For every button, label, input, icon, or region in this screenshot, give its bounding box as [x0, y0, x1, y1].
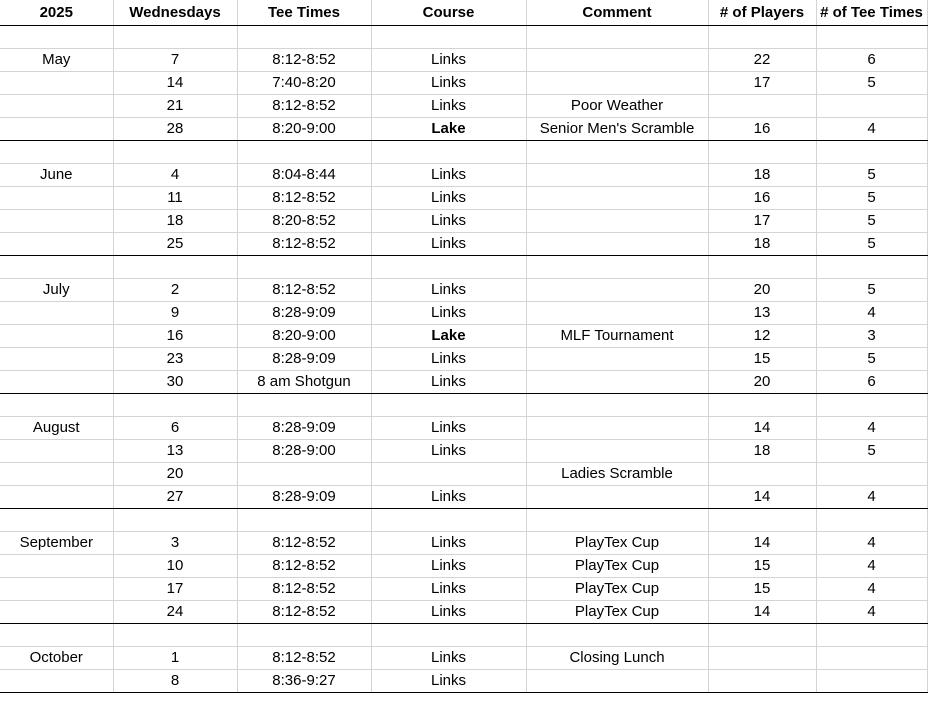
- month-cell[interactable]: September: [0, 532, 113, 555]
- comment-cell[interactable]: [526, 486, 708, 509]
- month-cell[interactable]: [0, 325, 113, 348]
- empty-cell[interactable]: [526, 509, 708, 532]
- comment-cell[interactable]: Ladies Scramble: [526, 463, 708, 486]
- month-cell[interactable]: [0, 95, 113, 118]
- empty-cell[interactable]: [237, 624, 371, 647]
- course-cell[interactable]: Links: [371, 49, 526, 72]
- course-cell[interactable]: Links: [371, 233, 526, 256]
- comment-cell[interactable]: PlayTex Cup: [526, 601, 708, 624]
- empty-cell[interactable]: [0, 256, 113, 279]
- table-row: [0, 578, 927, 601]
- tee-count-cell[interactable]: 4: [816, 532, 927, 555]
- month-cell[interactable]: [0, 210, 113, 233]
- players-cell[interactable]: 15: [708, 348, 816, 371]
- tee-count-cell[interactable]: 5: [816, 279, 927, 302]
- spacer-row: [0, 26, 927, 49]
- wednesday-cell[interactable]: 18: [113, 210, 237, 233]
- empty-cell[interactable]: [113, 394, 237, 417]
- empty-cell[interactable]: [816, 394, 927, 417]
- players-cell[interactable]: 17: [708, 72, 816, 95]
- empty-cell[interactable]: [708, 509, 816, 532]
- wednesday-cell[interactable]: 3: [113, 532, 237, 555]
- table-row: [0, 210, 927, 233]
- month-cell[interactable]: June: [0, 164, 113, 187]
- month-cell[interactable]: [0, 72, 113, 95]
- tee-time-cell[interactable]: 8:12-8:52: [237, 578, 371, 601]
- tee-count-cell[interactable]: [816, 95, 927, 118]
- players-cell[interactable]: [708, 95, 816, 118]
- month-cell[interactable]: [0, 371, 113, 394]
- tee-time-cell[interactable]: 8:20-8:52: [237, 210, 371, 233]
- comment-cell[interactable]: [526, 279, 708, 302]
- spacer-row: [0, 624, 927, 647]
- empty-cell[interactable]: [237, 509, 371, 532]
- comment-cell[interactable]: [526, 371, 708, 394]
- empty-cell[interactable]: [708, 394, 816, 417]
- tee-count-cell[interactable]: 5: [816, 72, 927, 95]
- tee-count-cell[interactable]: [816, 670, 927, 693]
- tee-count-cell[interactable]: 5: [816, 440, 927, 463]
- players-cell[interactable]: 18: [708, 440, 816, 463]
- wednesday-cell[interactable]: 6: [113, 417, 237, 440]
- empty-cell[interactable]: [371, 26, 526, 49]
- empty-cell[interactable]: [237, 256, 371, 279]
- empty-cell[interactable]: [708, 624, 816, 647]
- wednesdays-header[interactable]: Wednesdays: [113, 0, 237, 26]
- players-cell[interactable]: 22: [708, 49, 816, 72]
- tee-count-cell[interactable]: 3: [816, 325, 927, 348]
- course-cell[interactable]: Links: [371, 532, 526, 555]
- players-cell[interactable]: 14: [708, 532, 816, 555]
- course-cell[interactable]: Links: [371, 279, 526, 302]
- comment-cell[interactable]: [526, 302, 708, 325]
- course-cell[interactable]: Lake: [371, 118, 526, 141]
- month-cell[interactable]: [0, 670, 113, 693]
- tee-count-cell[interactable]: 6: [816, 371, 927, 394]
- tee-times-header[interactable]: Tee Times: [237, 0, 371, 26]
- empty-cell[interactable]: [526, 394, 708, 417]
- wednesday-cell[interactable]: 25: [113, 233, 237, 256]
- table-row: [0, 371, 927, 394]
- empty-cell[interactable]: [526, 26, 708, 49]
- table-row: [0, 72, 927, 95]
- empty-cell[interactable]: [816, 26, 927, 49]
- course-header[interactable]: Course: [371, 0, 526, 26]
- table-row: [0, 440, 927, 463]
- wednesday-cell[interactable]: 2: [113, 279, 237, 302]
- players-header[interactable]: # of Players: [708, 0, 816, 26]
- empty-cell[interactable]: [371, 624, 526, 647]
- players-cell[interactable]: 14: [708, 417, 816, 440]
- table-row: [0, 164, 927, 187]
- empty-cell[interactable]: [237, 141, 371, 164]
- tee-count-cell[interactable]: 4: [816, 118, 927, 141]
- players-cell[interactable]: 20: [708, 371, 816, 394]
- comment-cell[interactable]: [526, 72, 708, 95]
- month-cell[interactable]: [0, 555, 113, 578]
- course-cell[interactable]: Links: [371, 578, 526, 601]
- tee-time-cell[interactable]: 8:12-8:52: [237, 95, 371, 118]
- month-cell[interactable]: [0, 463, 113, 486]
- course-cell[interactable]: Links: [371, 670, 526, 693]
- players-cell[interactable]: 18: [708, 233, 816, 256]
- empty-cell[interactable]: [816, 256, 927, 279]
- tee-time-cell[interactable]: 8:12-8:52: [237, 647, 371, 670]
- empty-cell[interactable]: [113, 509, 237, 532]
- tee-count-cell[interactable]: 6: [816, 49, 927, 72]
- empty-cell[interactable]: [816, 624, 927, 647]
- players-cell[interactable]: 16: [708, 187, 816, 210]
- course-cell[interactable]: Links: [371, 210, 526, 233]
- wednesday-cell[interactable]: 14: [113, 72, 237, 95]
- table-row: [0, 417, 927, 440]
- tee-time-cell[interactable]: 8:28-9:00: [237, 440, 371, 463]
- course-cell[interactable]: [371, 463, 526, 486]
- wednesday-cell[interactable]: 16: [113, 325, 237, 348]
- tee-count-cell[interactable]: 4: [816, 601, 927, 624]
- empty-cell[interactable]: [708, 141, 816, 164]
- comment-cell[interactable]: [526, 164, 708, 187]
- course-cell[interactable]: Links: [371, 440, 526, 463]
- table-row: [0, 463, 927, 486]
- wednesday-cell[interactable]: 28: [113, 118, 237, 141]
- players-cell[interactable]: 17: [708, 210, 816, 233]
- spacer-row: [0, 141, 927, 164]
- empty-cell[interactable]: [816, 509, 927, 532]
- table-row: [0, 348, 927, 371]
- comment-cell[interactable]: [526, 417, 708, 440]
- players-cell[interactable]: 14: [708, 601, 816, 624]
- tee-time-cell[interactable]: 8:12-8:52: [237, 187, 371, 210]
- tee-time-cell[interactable]: 8:12-8:52: [237, 49, 371, 72]
- wednesday-cell[interactable]: 10: [113, 555, 237, 578]
- tee-time-cell[interactable]: 8:12-8:52: [237, 555, 371, 578]
- month-cell[interactable]: [0, 187, 113, 210]
- wednesday-cell[interactable]: 11: [113, 187, 237, 210]
- spacer-row: [0, 394, 927, 417]
- players-cell[interactable]: 16: [708, 118, 816, 141]
- tee-count-cell[interactable]: 4: [816, 555, 927, 578]
- table-row: [0, 187, 927, 210]
- table-row: [0, 647, 927, 670]
- empty-cell[interactable]: [371, 394, 526, 417]
- course-cell[interactable]: Links: [371, 601, 526, 624]
- table-row: [0, 325, 927, 348]
- table-row: [0, 555, 927, 578]
- empty-cell[interactable]: [0, 26, 113, 49]
- empty-cell[interactable]: [708, 26, 816, 49]
- course-cell[interactable]: Links: [371, 72, 526, 95]
- wednesday-cell[interactable]: 21: [113, 95, 237, 118]
- tee-time-cell[interactable]: 8:28-9:09: [237, 417, 371, 440]
- players-cell[interactable]: 13: [708, 302, 816, 325]
- comment-cell[interactable]: Closing Lunch: [526, 647, 708, 670]
- tee-time-cell[interactable]: 8:12-8:52: [237, 532, 371, 555]
- empty-cell[interactable]: [237, 394, 371, 417]
- empty-cell[interactable]: [371, 509, 526, 532]
- tee-time-cell[interactable]: 8:28-9:09: [237, 302, 371, 325]
- tee-time-cell[interactable]: 8:12-8:52: [237, 601, 371, 624]
- empty-cell[interactable]: [526, 256, 708, 279]
- empty-cell[interactable]: [0, 509, 113, 532]
- tee-count-cell[interactable]: 5: [816, 210, 927, 233]
- tee-time-cell[interactable]: 8:12-8:52: [237, 233, 371, 256]
- empty-cell[interactable]: [113, 26, 237, 49]
- tee-count-cell[interactable]: [816, 647, 927, 670]
- table-row: [0, 279, 927, 302]
- wednesday-cell[interactable]: 17: [113, 578, 237, 601]
- tee-count-cell[interactable]: 5: [816, 233, 927, 256]
- course-cell[interactable]: Links: [371, 164, 526, 187]
- course-cell[interactable]: Links: [371, 371, 526, 394]
- tee-count-cell[interactable]: 4: [816, 486, 927, 509]
- tee-time-cell[interactable]: 8:28-9:09: [237, 348, 371, 371]
- month-cell[interactable]: [0, 440, 113, 463]
- tee-time-cell[interactable]: 8:04-8:44: [237, 164, 371, 187]
- wednesday-cell[interactable]: 23: [113, 348, 237, 371]
- tee-time-cell[interactable]: 8:20-9:00: [237, 118, 371, 141]
- tee-time-cell[interactable]: 8 am Shotgun: [237, 371, 371, 394]
- header-row: [0, 0, 927, 26]
- comment-cell[interactable]: Poor Weather: [526, 95, 708, 118]
- month-cell[interactable]: [0, 302, 113, 325]
- table-row: [0, 118, 927, 141]
- tee-count-cell[interactable]: 5: [816, 187, 927, 210]
- comment-cell[interactable]: [526, 49, 708, 72]
- spacer-row: [0, 509, 927, 532]
- players-cell[interactable]: 20: [708, 279, 816, 302]
- comment-cell[interactable]: [526, 187, 708, 210]
- table-row: [0, 532, 927, 555]
- tee-count-cell[interactable]: [816, 463, 927, 486]
- tee-count-cell[interactable]: 4: [816, 302, 927, 325]
- empty-cell[interactable]: [371, 141, 526, 164]
- course-cell[interactable]: Links: [371, 647, 526, 670]
- tee-time-cell[interactable]: 8:36-9:27: [237, 670, 371, 693]
- comment-cell[interactable]: [526, 348, 708, 371]
- tee-count-cell[interactable]: 4: [816, 417, 927, 440]
- empty-cell[interactable]: [708, 256, 816, 279]
- course-cell[interactable]: Links: [371, 302, 526, 325]
- empty-cell[interactable]: [113, 141, 237, 164]
- wednesday-cell[interactable]: 8: [113, 670, 237, 693]
- comment-header[interactable]: Comment: [526, 0, 708, 26]
- course-cell[interactable]: Links: [371, 95, 526, 118]
- tee-time-cell[interactable]: 8:20-9:00: [237, 325, 371, 348]
- course-cell[interactable]: Links: [371, 417, 526, 440]
- empty-cell[interactable]: [371, 256, 526, 279]
- wednesday-cell[interactable]: 1: [113, 647, 237, 670]
- table-row: [0, 302, 927, 325]
- table-row: [0, 95, 927, 118]
- comment-cell[interactable]: MLF Tournament: [526, 325, 708, 348]
- comment-cell[interactable]: PlayTex Cup: [526, 555, 708, 578]
- players-cell[interactable]: 18: [708, 164, 816, 187]
- wednesday-cell[interactable]: 24: [113, 601, 237, 624]
- wednesday-cell[interactable]: 4: [113, 164, 237, 187]
- month-cell[interactable]: [0, 233, 113, 256]
- course-cell[interactable]: Links: [371, 187, 526, 210]
- num-tee-times-header[interactable]: # of Tee Times: [816, 0, 927, 26]
- tee-time-cell[interactable]: [237, 463, 371, 486]
- month-cell[interactable]: August: [0, 417, 113, 440]
- empty-cell[interactable]: [0, 624, 113, 647]
- tee-time-cell[interactable]: 7:40-8:20: [237, 72, 371, 95]
- players-cell[interactable]: [708, 647, 816, 670]
- month-cell[interactable]: [0, 578, 113, 601]
- comment-cell[interactable]: [526, 233, 708, 256]
- tee-count-cell[interactable]: 5: [816, 164, 927, 187]
- players-cell[interactable]: 15: [708, 555, 816, 578]
- comment-cell[interactable]: Senior Men's Scramble: [526, 118, 708, 141]
- empty-cell[interactable]: [113, 256, 237, 279]
- table-row: [0, 233, 927, 256]
- players-cell[interactable]: 12: [708, 325, 816, 348]
- table-row: [0, 670, 927, 693]
- wednesday-cell[interactable]: 9: [113, 302, 237, 325]
- spacer-row: [0, 256, 927, 279]
- wednesday-cell[interactable]: 27: [113, 486, 237, 509]
- month-cell[interactable]: October: [0, 647, 113, 670]
- course-cell[interactable]: Lake: [371, 325, 526, 348]
- players-cell[interactable]: 14: [708, 486, 816, 509]
- players-cell[interactable]: [708, 463, 816, 486]
- comment-cell[interactable]: PlayTex Cup: [526, 532, 708, 555]
- wednesday-cell[interactable]: 30: [113, 371, 237, 394]
- table-row: [0, 601, 927, 624]
- comment-cell[interactable]: [526, 440, 708, 463]
- empty-cell[interactable]: [526, 624, 708, 647]
- wednesday-cell[interactable]: 20: [113, 463, 237, 486]
- month-cell[interactable]: [0, 601, 113, 624]
- month-cell[interactable]: [0, 348, 113, 371]
- course-cell[interactable]: Links: [371, 486, 526, 509]
- empty-cell[interactable]: [816, 141, 927, 164]
- tee-time-cell[interactable]: 8:12-8:52: [237, 279, 371, 302]
- players-cell[interactable]: [708, 670, 816, 693]
- wednesday-cell[interactable]: 7: [113, 49, 237, 72]
- empty-cell[interactable]: [0, 141, 113, 164]
- empty-cell[interactable]: [113, 624, 237, 647]
- month-cell[interactable]: May: [0, 49, 113, 72]
- month-cell[interactable]: July: [0, 279, 113, 302]
- tee-count-cell[interactable]: 4: [816, 578, 927, 601]
- month-cell[interactable]: [0, 486, 113, 509]
- comment-cell[interactable]: [526, 670, 708, 693]
- month-cell[interactable]: [0, 118, 113, 141]
- course-cell[interactable]: Links: [371, 348, 526, 371]
- year-header[interactable]: 2025: [0, 0, 113, 26]
- players-cell[interactable]: 15: [708, 578, 816, 601]
- empty-cell[interactable]: [237, 26, 371, 49]
- empty-cell[interactable]: [526, 141, 708, 164]
- empty-cell[interactable]: [0, 394, 113, 417]
- course-cell[interactable]: Links: [371, 555, 526, 578]
- schedule-body: [0, 26, 927, 693]
- table-row: [0, 49, 927, 72]
- tee-time-cell[interactable]: 8:28-9:09: [237, 486, 371, 509]
- comment-cell[interactable]: PlayTex Cup: [526, 578, 708, 601]
- comment-cell[interactable]: [526, 210, 708, 233]
- table-row: [0, 486, 927, 509]
- tee-count-cell[interactable]: 5: [816, 348, 927, 371]
- wednesday-cell[interactable]: 13: [113, 440, 237, 463]
